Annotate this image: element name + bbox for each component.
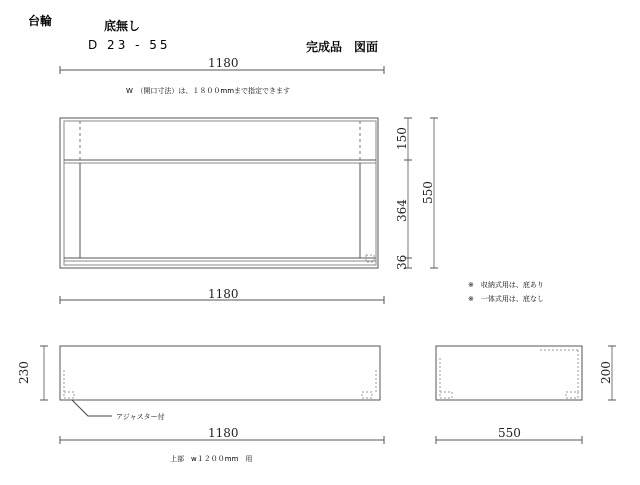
note-storage-type: ※ 収納式用は、底あり bbox=[468, 281, 544, 289]
width-note: W （開口寸法）は、１８００mmまで指定できます bbox=[126, 87, 291, 95]
variant-title: 底無し bbox=[104, 19, 141, 33]
plan-footnote: 上部 w１２００mm 用 bbox=[170, 455, 253, 463]
adjuster-label: アジャスター付 bbox=[116, 413, 165, 421]
front-width-label: 1180 bbox=[208, 56, 239, 70]
note-integrated-type: ※ 一体式用は、底なし bbox=[468, 295, 544, 303]
adjuster-leader bbox=[72, 400, 112, 416]
drawing-name: 完成品 図面 bbox=[306, 40, 379, 54]
part-title: 台輪 bbox=[28, 14, 53, 28]
side-width-label: 550 bbox=[498, 426, 521, 440]
height-total-label: 550 bbox=[421, 181, 435, 204]
height-middle-label: 364 bbox=[395, 199, 409, 222]
height-top-label: 150 bbox=[395, 127, 409, 150]
height-bottom-label: 36 bbox=[395, 254, 409, 270]
plan-height-label: 230 bbox=[17, 361, 31, 384]
front-view-outline bbox=[60, 118, 378, 268]
front-bottom-width-label: 1180 bbox=[208, 287, 239, 301]
product-code: D 23 - 55 bbox=[88, 38, 171, 52]
plan-width-label: 1180 bbox=[208, 426, 239, 440]
side-view-outline bbox=[436, 346, 582, 400]
plan-view-outline bbox=[60, 346, 380, 400]
side-height-label: 200 bbox=[599, 361, 613, 384]
